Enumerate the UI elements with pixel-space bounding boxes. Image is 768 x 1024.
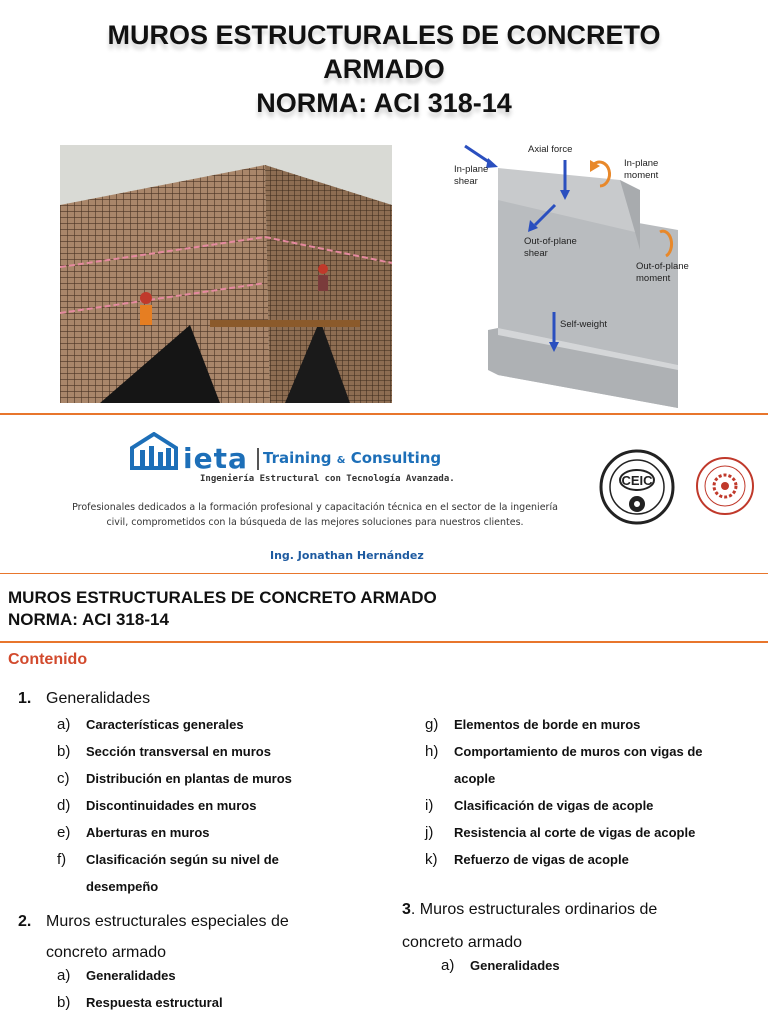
content-title-line-1: MUROS ESTRUCTURALES DE CONCRETO ARMADO [8, 588, 437, 607]
ceic-seal-logo [598, 448, 676, 526]
toc-item-num: 2. [18, 913, 32, 930]
toc-subitem: h) Comportamiento de muros con vigas de [425, 743, 703, 760]
svg-text:shear: shear [454, 176, 478, 187]
toc-subitem: b) Sección transversal en muros [57, 743, 271, 760]
tagline-consulting: Consulting [350, 449, 442, 467]
toc-item-num: 3 [402, 901, 411, 918]
orange-divider-2 [0, 573, 768, 574]
toc-subitem: acople [454, 771, 496, 786]
svg-text:In-plane: In-plane [454, 164, 489, 175]
svg-text:Axial force: Axial force [528, 144, 573, 155]
toc-subitem: a) Generalidades [57, 967, 176, 984]
toc-item-1-subitems [57, 716, 387, 905]
svg-text:moment: moment [636, 273, 671, 284]
toc-item-3: 3. Muros estructurales ordinarios de concreto armado [402, 901, 658, 951]
toc-subitem: a) Características generales [57, 716, 244, 733]
toc-right-subitems [425, 716, 765, 878]
orange-divider-3 [0, 641, 768, 643]
title-line-1: MUROS ESTRUCTURALES DE CONCRETO [107, 20, 661, 50]
toc-subitem: a) Generalidades [441, 957, 560, 974]
toc-subitem: g) Elementos de borde en muros [425, 716, 641, 733]
toc-subitem: c) Distribución en plantas de muros [57, 770, 292, 787]
brand-name: ieta [183, 442, 248, 475]
toc-item-1 [18, 689, 150, 709]
toc-subitem: k) Refuerzo de vigas de acople [425, 851, 629, 868]
university-seal-logo [695, 455, 755, 517]
brand-separator [257, 448, 259, 470]
svg-text:Out-of-plane: Out-of-plane [636, 261, 689, 272]
toc-subitem: b) Respuesta estructural [57, 994, 223, 1011]
tagline-amp: & [336, 455, 346, 466]
toc-subitem: d) Discontinuidades en muros [57, 797, 257, 814]
orange-divider [0, 413, 768, 415]
toc-subitem: desempeño [86, 879, 159, 894]
svg-text:moment: moment [624, 170, 659, 181]
toc-item-2-subitems [57, 967, 387, 1021]
title-line-2: ARMADO [323, 54, 445, 84]
content-title [8, 587, 437, 631]
toc-subitem: j) Resistencia al corte de vigas de acople [425, 824, 696, 841]
toc-item-label: Generalidades [46, 690, 151, 707]
rebar-construction-photo [60, 145, 392, 403]
author-name: Ing. Jonathan Hernández [270, 549, 424, 562]
content-title-line-2: NORMA: ACI 318-14 [8, 610, 169, 629]
toc-subitem: e) Aberturas en muros [57, 824, 210, 841]
tagline-training: Training [263, 449, 332, 467]
brand-tagline [263, 449, 441, 467]
toc-item-num: 1. [18, 690, 32, 707]
ieta-logo-icon [130, 432, 178, 470]
toc-item-3-subitems [441, 957, 741, 984]
toc-subitem: f) Clasificación según su nivel de [57, 851, 279, 868]
toc-subitem: i) Clasificación de vigas de acople [425, 797, 654, 814]
title-line-3: NORMA: ACI 318-14 [256, 88, 512, 118]
section-heading: Contenido [8, 651, 88, 668]
svg-text:Out-of-plane: Out-of-plane [524, 236, 577, 247]
wall-forces-diagram [410, 140, 710, 410]
slide-title [0, 18, 768, 120]
svg-text:In-plane: In-plane [624, 158, 659, 169]
svg-text:CEIC: CEIC [621, 473, 653, 488]
brand-subtitle: Ingeniería Estructural con Tecnología Avanzada. [200, 474, 455, 484]
svg-text:shear: shear [524, 248, 548, 259]
svg-text:Self-weight: Self-weight [560, 319, 607, 330]
brand-blurb: Profesionales dedicados a la formación profesional y capacitación técnica en el sector de la ingeniería civil, comprometidos con la búsqueda de las mejores soluciones para nuestros clientes. [72, 502, 558, 528]
toc-item-2: 2. Muros estructurales especiales de concreto armado [18, 906, 289, 968]
